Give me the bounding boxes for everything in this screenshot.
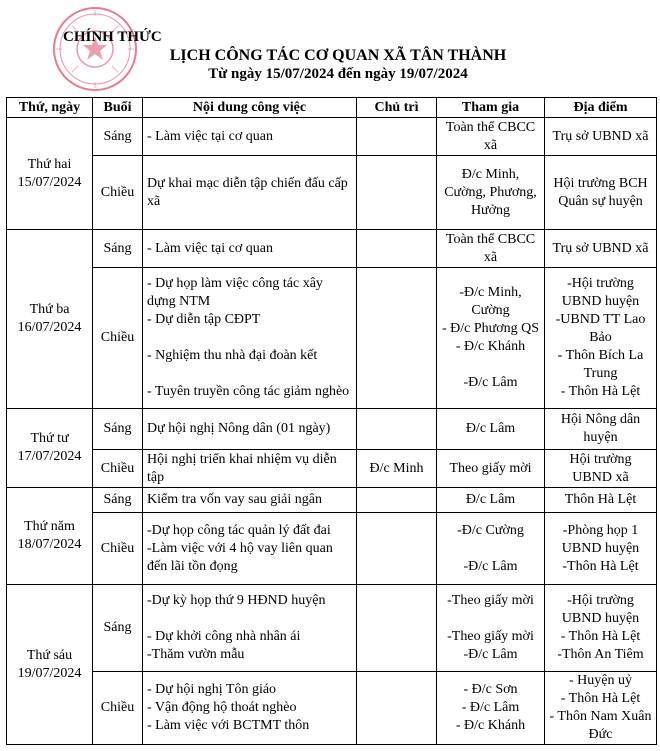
content-line: - Dự khởi công nhà nhân ái	[147, 629, 301, 644]
content-cell	[143, 268, 357, 409]
col-header-session: Buổi	[93, 98, 143, 118]
col-header-content: Nội dung công việc	[143, 98, 357, 118]
location-line: -UBND TT Lao Bảo	[555, 312, 646, 345]
table-row	[7, 450, 657, 488]
day-name: Thứ hai	[27, 156, 72, 172]
content-cell: - Làm việc tại cơ quan	[143, 118, 357, 156]
chair-cell	[357, 513, 437, 585]
content-cell	[143, 672, 357, 745]
day-cell	[7, 488, 93, 585]
location-cell: Thôn Hà Lệt	[545, 488, 657, 513]
chair-cell	[357, 156, 437, 230]
content-line: - Tuyên truyền công tác giảm nghèo	[147, 384, 350, 399]
session-cell: Chiều	[93, 672, 143, 745]
day-date: 15/07/2024	[17, 174, 82, 190]
session-cell: Chiều	[93, 156, 143, 230]
content-line: -Thăm vườn mẫu	[147, 647, 245, 662]
location-line: - Thôn Hà Lệt	[560, 384, 641, 399]
location-line: -Hội trường UBND huyện	[561, 276, 640, 309]
location-line: - Huyện uỷ	[569, 673, 632, 688]
day-name: Thứ tư	[30, 431, 69, 446]
content-line: - Vận động hộ thoát nghèo	[147, 700, 297, 715]
participant-line: -Đ/c Lâm	[463, 647, 518, 662]
official-status-label: CHÍNH THỨC	[63, 29, 162, 45]
session-cell: Sáng	[93, 585, 143, 672]
content-cell: Hội nghị triển khai nhiệm vụ diễn tập	[143, 450, 357, 488]
content-line: - Nghiệm thu nhà đại đoàn kết	[147, 348, 318, 363]
chair-cell: Đ/c Minh	[357, 450, 437, 488]
location-line: -Phòng họp 1 UBND huyện	[561, 522, 640, 556]
chair-cell	[357, 118, 437, 156]
day-cell	[7, 585, 93, 745]
table-row	[7, 513, 657, 585]
session-cell: Chiều	[93, 268, 143, 409]
location-line: - Thôn Nam Xuân Đức	[549, 709, 652, 742]
participant-line: - Đ/c Sơn	[463, 682, 518, 697]
day-date: 16/07/2024	[17, 320, 82, 335]
session-cell: Sáng	[93, 118, 143, 156]
participant-line: - Đ/c Phương QS	[441, 321, 540, 336]
day-cell	[7, 230, 93, 409]
location-cell	[545, 585, 657, 672]
session-cell: Sáng	[93, 230, 143, 268]
session-cell: Sáng	[93, 409, 143, 450]
participant-line: - Đ/c Lâm	[461, 700, 520, 715]
day-cell	[7, 118, 93, 230]
document-subtitle: Từ ngày 15/07/2024 đến ngày 19/07/2024	[208, 66, 468, 82]
location-cell	[545, 672, 657, 745]
schedule-table	[6, 97, 657, 745]
content-line: - Dự diễn tập CĐPT	[147, 312, 261, 327]
table-row	[7, 230, 657, 268]
content-line: - Làm việc với BCTMT thôn	[147, 718, 310, 733]
participants-cell	[437, 268, 545, 409]
content-line: -Dự họp công tác quản lý đất đai	[147, 522, 331, 538]
chair-cell	[357, 488, 437, 513]
location-line: - Thôn Hà Lệt	[560, 691, 641, 706]
col-header-chair: Chủ trì	[357, 98, 437, 118]
participants-cell: Theo giấy mời	[437, 450, 545, 488]
chair-cell	[357, 409, 437, 450]
participant-line: -Đ/c Minh, Cường	[459, 285, 522, 318]
participant-line: -Theo giấy mời	[447, 593, 534, 608]
participant-line: -Đ/c Lâm	[463, 558, 518, 574]
col-header-participants: Tham gia	[437, 98, 545, 118]
schedule-table-header	[7, 98, 657, 118]
location-cell	[545, 268, 657, 409]
chair-cell	[357, 672, 437, 745]
content-cell: Dự khai mạc diễn tập chiến đấu cấp xã	[143, 156, 357, 230]
table-row	[7, 268, 657, 409]
day-name: Thứ ba	[29, 302, 70, 317]
session-cell: Chiều	[93, 513, 143, 585]
participants-cell	[437, 585, 545, 672]
location-cell: Trụ sở UBND xã	[545, 230, 657, 268]
location-cell: Hội trường UBND xã	[545, 450, 657, 488]
location-line: - Thôn Hà Lệt	[560, 629, 641, 644]
content-cell	[143, 585, 357, 672]
chair-cell	[357, 268, 437, 409]
participant-line: -Đ/c Cường	[457, 522, 524, 538]
session-cell: Chiều	[93, 450, 143, 488]
participant-line: -Đ/c Lâm	[463, 375, 518, 390]
location-line: -Thôn Hà Lệt	[562, 558, 639, 574]
location-cell: Hội trường BCH Quân sự huyện	[545, 156, 657, 230]
participant-line: - Đ/c Khánh	[455, 339, 526, 354]
participants-cell: Toàn thể CBCC xã	[437, 118, 545, 156]
content-line: -Dự kỳ họp thứ 9 HĐND huyện	[147, 593, 326, 608]
content-line: - Dự họp làm việc công tác xây dựng NTM	[147, 276, 323, 309]
day-name: Thứ năm	[24, 519, 75, 534]
day-cell	[7, 409, 93, 488]
table-row	[7, 488, 657, 513]
content-line: -Làm việc với 4 hộ vay liên quan đến lãi tồn đọng	[147, 540, 333, 574]
table-row	[7, 672, 657, 745]
col-header-day: Thứ, ngày	[7, 98, 93, 118]
participant-line: - Đ/c Khánh	[455, 718, 526, 733]
participants-cell: Đ/c Minh, Cường, Phương, Hưởng	[437, 156, 545, 230]
location-cell: Trụ sở UBND xã	[545, 118, 657, 156]
content-cell: - Làm việc tại cơ quan	[143, 230, 357, 268]
day-name: Thứ sáu	[26, 647, 73, 663]
table-row	[7, 156, 657, 230]
chair-cell	[357, 585, 437, 672]
location-line: -Thôn An Tiêm	[557, 647, 644, 662]
participants-cell	[437, 672, 545, 745]
location-cell	[545, 513, 657, 585]
content-cell: Kiểm tra vốn vay sau giải ngân	[143, 488, 357, 513]
document-title: LỊCH CÔNG TÁC CƠ QUAN XÃ TÂN THÀNH	[169, 47, 507, 64]
location-line: -Hội trường UBND huyện	[561, 593, 640, 626]
session-cell: Sáng	[93, 488, 143, 513]
location-cell: Hội Nông dân huyện	[545, 409, 657, 450]
table-row	[7, 409, 657, 450]
col-header-location: Địa điểm	[545, 98, 657, 118]
content-cell: Dự hội nghị Nông dân (01 ngày)	[143, 409, 357, 450]
day-date: 18/07/2024	[17, 537, 82, 552]
table-row	[7, 118, 657, 156]
participants-cell: Đ/c Lâm	[437, 488, 545, 513]
participants-cell: Đ/c Lâm	[437, 409, 545, 450]
day-date: 19/07/2024	[17, 665, 82, 681]
participants-cell	[437, 513, 545, 585]
participant-line: -Theo giấy mời	[447, 629, 534, 644]
content-cell	[143, 513, 357, 585]
table-row	[7, 585, 657, 672]
day-date: 17/07/2024	[17, 449, 82, 464]
chair-cell	[357, 230, 437, 268]
location-line: - Thôn Bích La Trung	[557, 348, 644, 381]
content-line: - Dự hội nghị Tôn giáo	[147, 682, 277, 697]
participants-cell: Toàn thể CBCC xã	[437, 230, 545, 268]
